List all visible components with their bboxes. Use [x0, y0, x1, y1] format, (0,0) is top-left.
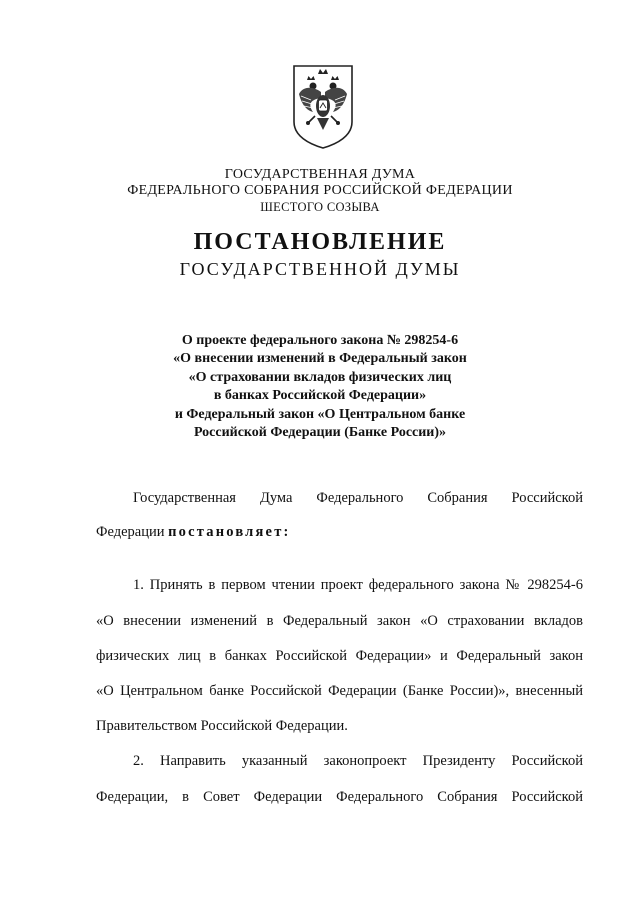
- item-1-line: Правительством Российской Федерации.: [96, 718, 348, 734]
- document-type-title: ПОСТАНОВЛЕНИЕ: [193, 229, 447, 255]
- convocation-line: ШЕСТОГО СОЗЫВА: [260, 200, 380, 214]
- subject-line: «О страховании вкладов физических лиц: [188, 369, 452, 385]
- double-headed-eagle-emblem-icon: [291, 64, 355, 150]
- document-subject: [0, 332, 640, 442]
- document-issuer-title: ГОСУДАРСТВЕННОЙ ДУМЫ: [179, 259, 461, 279]
- resolution-verb: постановляет:: [168, 524, 291, 540]
- subject-line: и Федеральный закон «О Центральном банке: [174, 406, 466, 422]
- subject-line: О проекте федерального закона № 298254-6: [181, 333, 459, 348]
- preamble-line-2: [96, 523, 583, 541]
- org-name-line-2: ФЕДЕРАЛЬНОГО СОБРАНИЯ РОССИЙСКОЙ ФЕДЕРАЦИИ: [127, 183, 513, 198]
- item-1-line: «О Центральном банке Российской Федерации (Банке России)», внесенный: [96, 683, 583, 699]
- item-1-line: физических лиц в банках Российской Федерации» и Федеральный закон: [96, 648, 583, 664]
- item-1-line: 1. Принять в первом чтении проект федерального закона № 298254-6: [133, 577, 583, 593]
- subject-line: Российской Федерации (Банке России)»: [193, 425, 447, 441]
- preamble-text: Федерации: [96, 524, 165, 540]
- item-2-line: Федерации, в Совет Федерации Федерального Собрания Российской: [96, 789, 583, 805]
- item-2-line: 2. Направить указанный законопроект Президенту Российской: [133, 753, 583, 769]
- subject-line: «О внесении изменений в Федеральный закон: [173, 351, 467, 367]
- item-1-line: «О внесении изменений в Федеральный закон «О страховании вкладов: [96, 613, 583, 629]
- preamble-line: Государственная Дума Федерального Собрания Российской: [133, 490, 583, 506]
- subject-line: в банках Российской Федерации»: [213, 388, 427, 404]
- org-name-line-1: ГОСУДАРСТВЕННАЯ ДУМА: [224, 167, 416, 182]
